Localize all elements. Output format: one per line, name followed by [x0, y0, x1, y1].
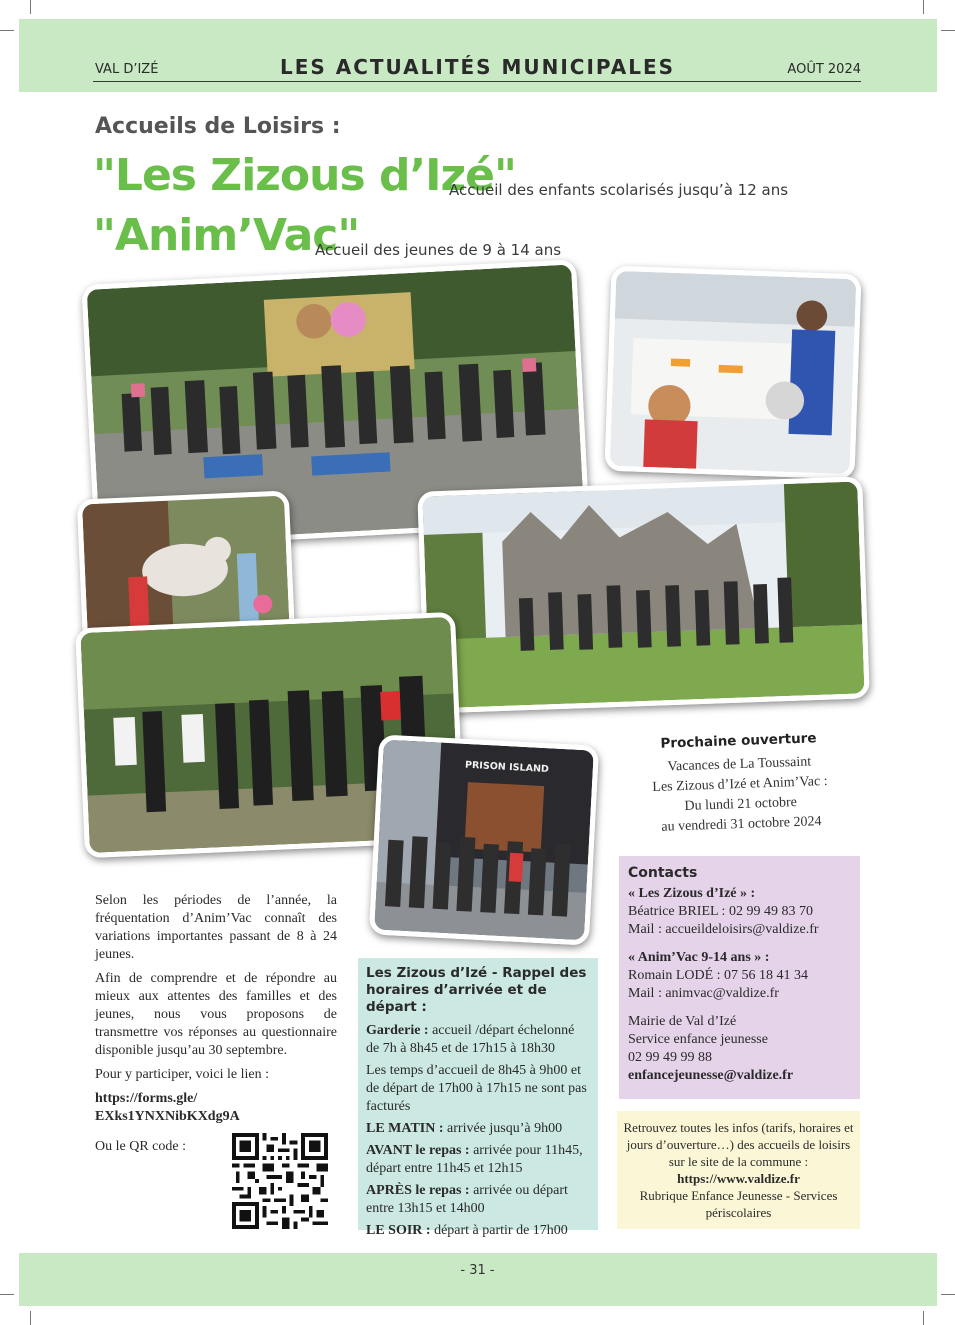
schedule-item: AVANT le repas : arrivée pour 11h45, départ entre 11h45 et 12h15 [366, 1143, 583, 1176]
contacts-title: Contacts [628, 865, 698, 881]
schedule-box [358, 958, 598, 1238]
body-paragraph: Afin de comprendre et de répondre au mieux aux attentes des familles et des jeunes, nous vous proposons de transmettre vos réponses au questionnaire disponible jusqu’au 30 septembre. [95, 971, 337, 1058]
schedule-item: LE SOIR : départ à partir de 17h00 [366, 1223, 568, 1238]
contact-animvac-label: « Anim’Vac 9-14 ans » : [628, 950, 770, 965]
body-paragraph: Pour y participer, voici le lien : [95, 1067, 270, 1082]
form-link[interactable] [95, 1090, 337, 1126]
body-paragraph: Selon les périodes de l’année, la fréquentation d’Anim’Vac connaît des variations importantes passant de 8 à 24 jeunes. [95, 893, 337, 962]
article-kicker: Accueils de Loisirs : [95, 114, 341, 139]
crop-mark [0, 30, 14, 31]
contact-zizous-phone[interactable]: Béatrice BRIEL : 02 99 49 83 70 [628, 904, 813, 919]
contact-mairie-service: Service enfance jeunesse [628, 1032, 768, 1047]
infos-text: Retrouvez toutes les infos (tarifs, horaires et jours d’ouverture…) des accueils de loisirs sur le site de la commune : [623, 1120, 854, 1169]
next-opening-line: Vacances de La Toussaint [667, 754, 812, 775]
photo-craft-table [604, 266, 861, 480]
crop-mark [941, 30, 955, 31]
header-date: AOÛT 2024 [787, 62, 861, 77]
photo-prison-island [369, 734, 599, 945]
title-animvac: "Anim’Vac" [93, 210, 360, 261]
infos-section: Rubrique Enfance Jeunesse - Services périscolaires [639, 1188, 838, 1220]
body-text [95, 892, 337, 1126]
schedule-title: Les Zizous d’Izé - Rappel des horaires d’arrivée et de départ : [366, 965, 587, 1015]
qr-code-icon[interactable] [232, 1133, 328, 1229]
qr-label: Ou le QR code : [95, 1139, 186, 1154]
next-opening-line: Les Zizous d’Izé et Anim’Vac : [652, 773, 828, 796]
schedule-item: LE MATIN : arrivée jusqu’à 9h00 [366, 1121, 563, 1136]
contact-animvac-phone[interactable]: Romain LODÉ : 07 56 18 41 34 [628, 968, 809, 983]
header-town: VAL D’IZÉ [95, 62, 159, 77]
next-opening-line: Du lundi 21 octobre [684, 795, 798, 814]
page-number: - 31 - [460, 1263, 495, 1278]
header-rule [93, 81, 861, 82]
photo-castle-group [417, 476, 869, 713]
title-zizous: "Les Zizous d’Izé" [93, 150, 516, 201]
contact-animvac-mail[interactable]: Mail : animvac@valdize.fr [628, 986, 779, 1001]
infos-box [617, 1111, 860, 1229]
contact-mairie-mail[interactable]: enfancejeunesse@valdize.fr [628, 1068, 794, 1083]
schedule-item: Garderie : accueil /départ échelonné de 7h à 8h45 et de 17h15 à 18h30 [366, 1023, 575, 1056]
prison-island-sign: PRISON ISLAND [464, 759, 550, 776]
website-link[interactable]: https://www.valdize.fr [677, 1171, 800, 1186]
next-opening-title: Prochaine ouverture [660, 730, 817, 752]
contacts-box [619, 856, 860, 1099]
crop-mark [30, 0, 31, 14]
schedule-item: APRÈS le repas : arrivée ou départ entre 13h15 et 14h00 [366, 1183, 568, 1216]
crop-mark [923, 1311, 924, 1325]
next-opening [618, 729, 861, 839]
crop-mark [30, 1311, 31, 1325]
crop-mark [923, 0, 924, 14]
crop-mark [941, 1294, 955, 1295]
contact-zizous-mail[interactable]: Mail : accueildeloisirs@valdize.fr [628, 922, 819, 937]
crop-mark [0, 1294, 14, 1295]
footer-band [19, 1253, 937, 1306]
schedule-item: Les temps d’accueil de 8h45 à 9h00 et de départ de 17h00 à 17h15 ne sont pas facturés [366, 1063, 587, 1114]
subtitle-animvac: Accueil des jeunes de 9 à 14 ans [315, 241, 562, 259]
subtitle-zizous: Accueil des enfants scolarisés jusqu’à 12 ans [449, 181, 789, 199]
contact-mairie-phone[interactable]: 02 99 49 99 88 [628, 1050, 712, 1065]
contact-zizous-label: « Les Zizous d’Izé » : [628, 886, 756, 901]
contact-mairie-name: Mairie de Val d’Izé [628, 1014, 737, 1029]
header-title: LES ACTUALITÉS MUNICIPALES [279, 55, 676, 79]
form-link-line1: https://forms.gle/ [95, 1091, 198, 1106]
next-opening-line: au vendredi 31 octobre 2024 [661, 814, 822, 835]
form-link-line2: EXks1YNXNibKXdg9A [95, 1109, 240, 1124]
